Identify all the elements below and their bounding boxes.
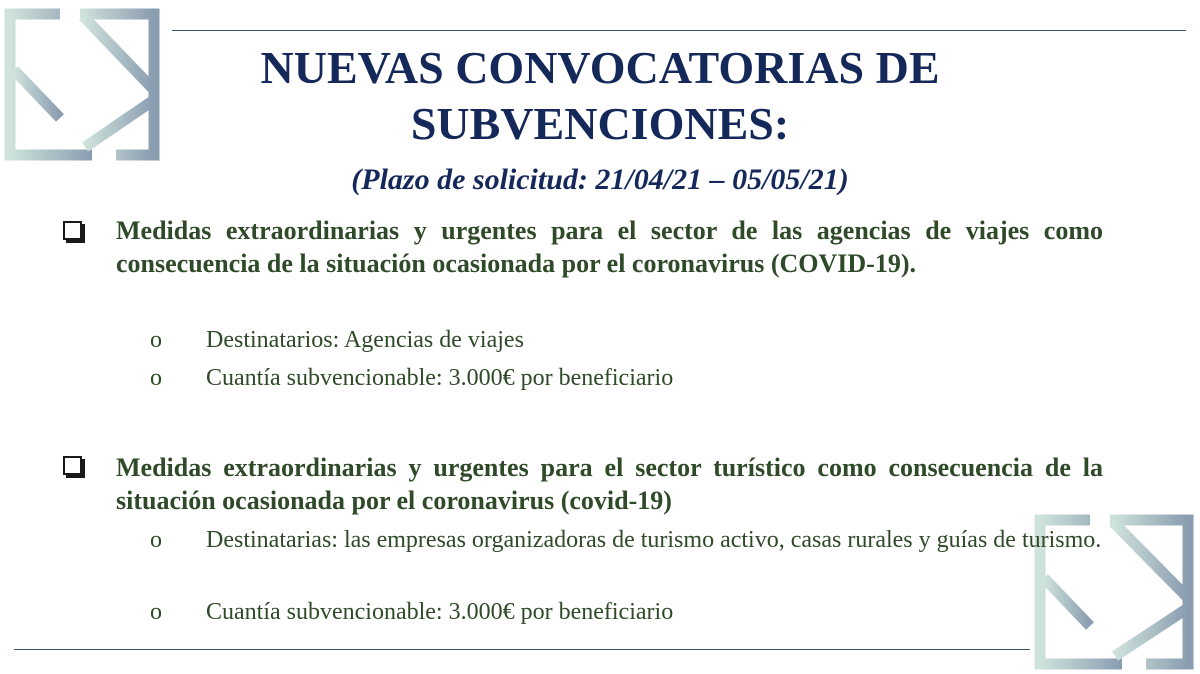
sub-bullet-marker: o [150,527,162,553]
item-heading: Medidas extraordinarias y urgentes para el sector de las agencias de viajes como consecuencia de la situación ocasionada por el coronavirus (COVID-19). [116,216,1103,278]
sub-bullet-marker: o [150,599,162,625]
checkbox-icon [63,456,82,475]
item-detail: Destinatarias: las empresas organizadoras de turismo activo, casas rurales y guías de turismo. [206,527,1102,553]
item-detail: Destinatarios: Agencias de viajes [206,327,524,353]
item-detail: Cuantía subvencionable: 3.000€ por beneficiario [206,365,674,391]
item-detail: Cuantía subvencionable: 3.000€ por beneficiario [206,599,674,625]
page-title: NUEVAS CONVOCATORIAS DE SUBVENCIONES: [260,42,940,149]
bottom-divider [14,649,1030,650]
checkbox-icon [63,221,82,240]
top-divider [172,30,1186,31]
sub-bullet-marker: o [150,327,162,353]
item-heading: Medidas extraordinarias y urgentes para el sector turístico como consecuencia de la situación ocasionada por el coronavirus (covid-19) [116,453,1103,515]
page-subtitle: (Plazo de solicitud: 21/04/21 – 05/05/21) [351,163,849,196]
sub-bullet-marker: o [150,365,162,391]
interlocking-squares-logo-icon [0,0,165,165]
